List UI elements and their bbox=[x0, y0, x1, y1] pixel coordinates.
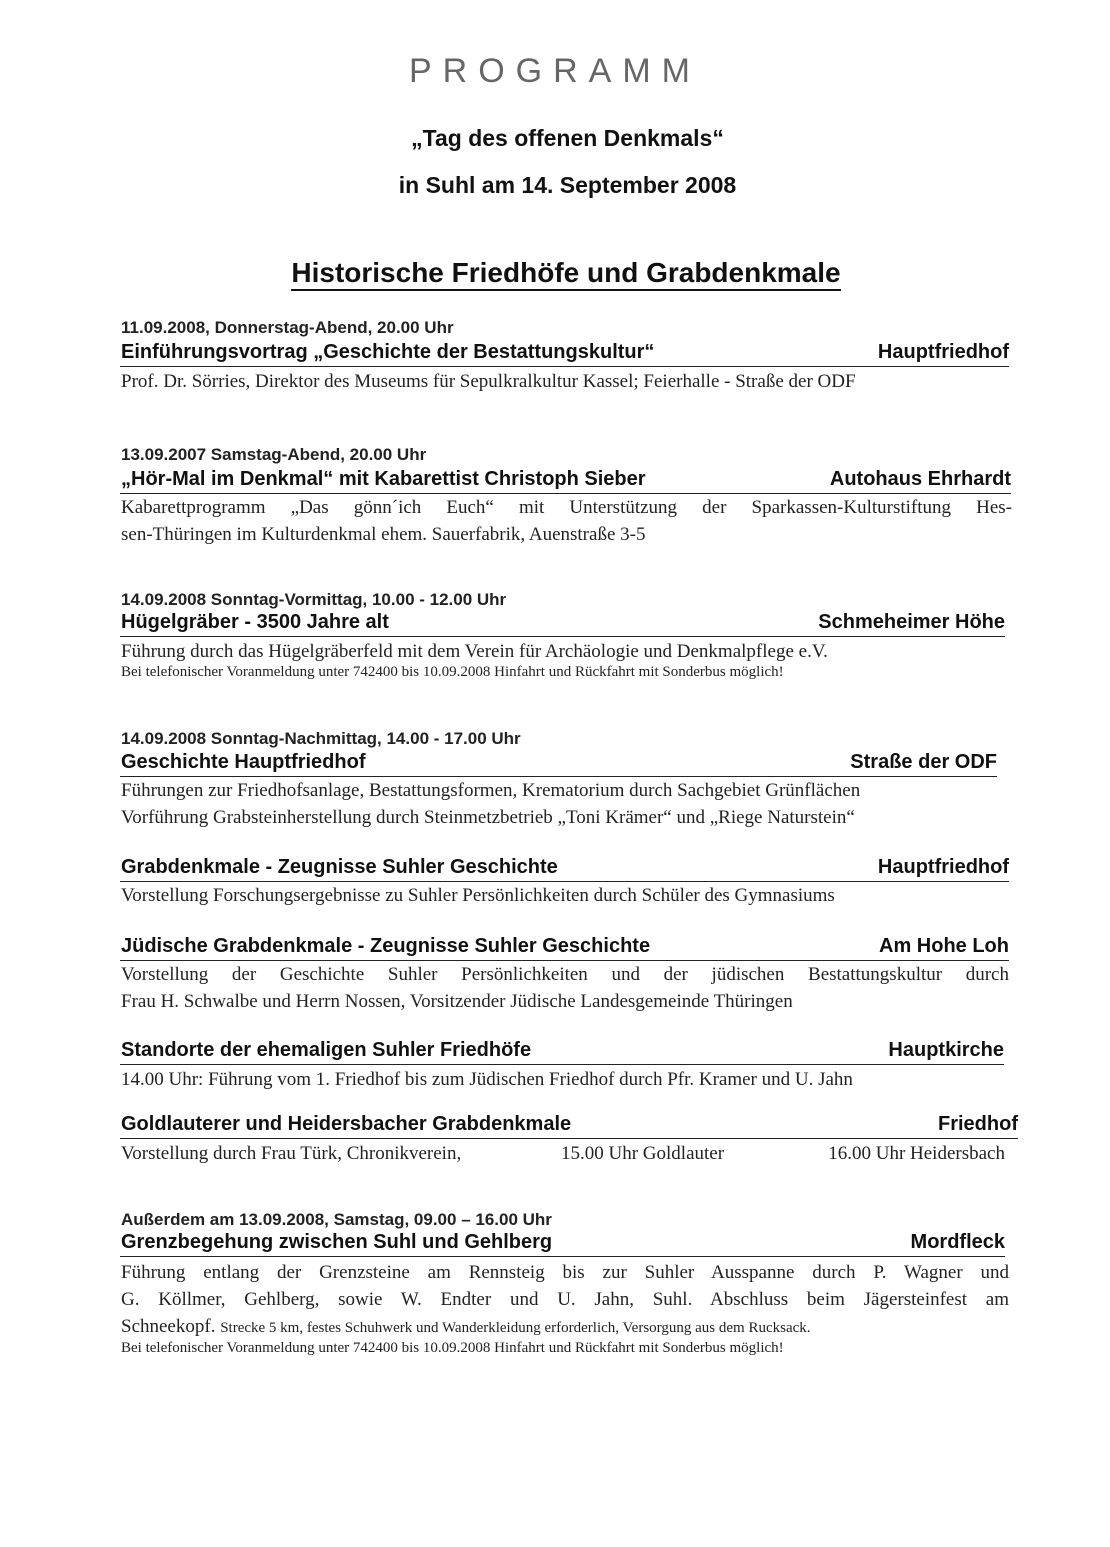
event-date: 14.09.2008 Sonntag-Nachmittag, 14.00 - 17.00 Uhr bbox=[121, 729, 521, 748]
event-title-row bbox=[120, 611, 1005, 637]
event-location: Friedhof bbox=[938, 1113, 1018, 1135]
event-location: Autohaus Ehrhardt bbox=[829, 468, 1011, 490]
event-title-row bbox=[120, 468, 1011, 494]
event-date: 13.09.2007 Samstag-Abend, 20.00 Uhr bbox=[121, 445, 427, 464]
event-description: 14.00 Uhr: Führung vom 1. Friedhof bis zum Jüdischen Friedhof durch Pfr. Kramer und U. Jahn bbox=[121, 1069, 853, 1090]
event-location: Straße der ODF bbox=[850, 751, 997, 773]
event-location: Mordfleck bbox=[910, 1231, 1005, 1253]
event-title-row bbox=[120, 1113, 1018, 1139]
event-location: Hauptkirche bbox=[888, 1039, 1004, 1061]
event-description: Führung durch das Hügelgräberfeld mit dem Verein für Archäologie und Denkmalpflege e.V. Bei telefonischer Voranmeldung unter 742400 bis 10.09.2008 Hinfahrt und Rückfahrt mit Sonderbus möglich! bbox=[121, 638, 1001, 682]
event-subtitle: „Tag des offenen Denkmals“ bbox=[411, 125, 724, 151]
program-heading: PROGRAMM bbox=[409, 52, 701, 90]
event-description: Prof. Dr. Sörries, Direktor des Museums für Sepulkralkultur Kassel; Feierhalle - Straße der ODF bbox=[121, 371, 856, 392]
event-date-location: in Suhl am 14. September 2008 bbox=[398, 172, 737, 198]
event-location: Am Hohe Loh bbox=[879, 935, 1009, 957]
section-heading: Historische Friedhöfe und Grabdenkmale bbox=[0, 257, 1110, 289]
event-title: Jüdische Grabdenkmale - Zeugnisse Suhler Geschichte bbox=[121, 935, 651, 957]
event-description: Vorstellung Forschungsergebnisse zu Suhler Persönlichkeiten durch Schüler des Gymnasiums bbox=[121, 885, 835, 906]
event-date: Außerdem am 13.09.2008, Samstag, 09.00 – 16.00 Uhr bbox=[121, 1210, 552, 1229]
event-title: Geschichte Hauptfriedhof bbox=[121, 751, 366, 773]
event-title-row bbox=[120, 935, 1009, 961]
event-title: Goldlauterer und Heidersbacher Grabdenkmale bbox=[121, 1113, 572, 1135]
event-title: Hügelgräber - 3500 Jahre alt bbox=[121, 611, 389, 633]
event-title-row bbox=[120, 341, 1009, 367]
event-title-row bbox=[120, 1039, 1004, 1065]
event-title-row bbox=[120, 856, 1009, 882]
registration-note: Bei telefonischer Voranmeldung unter 742400 bis 10.09.2008 Hinfahrt und Rückfahrt mit Sonderbus möglich! bbox=[121, 664, 784, 680]
event-date: 14.09.2008 Sonntag-Vormittag, 10.00 - 12.00 Uhr bbox=[121, 590, 507, 609]
event-title-row bbox=[120, 1231, 1005, 1257]
event-title: Standorte der ehemaligen Suhler Friedhöfe bbox=[121, 1039, 532, 1061]
event-description: Führungen zur Friedhofsanlage, Bestattungsformen, Krematorium durch Sachgebiet Grünflächen Vorführung Grabsteinherstellung durch Steinmetzbetrieb „Toni Krämer“ und „Riege Naturstein“ bbox=[121, 780, 861, 828]
event-description: Vorstellung der Geschichte Suhler Persönlichkeiten und der jüdischen Bestattungskultur durch Frau H. Schwalbe und Herrn Nossen, Vorsitzender Jüdische Landesgemeinde Thüringen bbox=[121, 964, 1009, 1012]
event-title: Grenzbegehung zwischen Suhl und Gehlberg bbox=[121, 1231, 553, 1253]
event-location: Hauptfriedhof bbox=[877, 341, 1009, 363]
event-location: Hauptfriedhof bbox=[877, 856, 1009, 878]
event-description: Kabarettprogramm „Das gönn´ich Euch“ mit Unterstützung der Sparkassen-Kulturstiftung Hes- sen-Thüringen im Kulturdenkmal ehem. Sauerfabrik, Auenstraße 3-5 bbox=[121, 497, 1012, 545]
event-title: „Hör-Mal im Denkmal“ mit Kabarettist Christoph Sieber bbox=[121, 468, 646, 490]
event-location: Schmeheimer Höhe bbox=[818, 611, 1005, 633]
event-description: Vorstellung durch Frau Türk, Chronikverein, 15.00 Uhr Goldlauter 16.00 Uhr Heidersbach bbox=[121, 1143, 1005, 1164]
event-date: 11.09.2008, Donnerstag-Abend, 20.00 Uhr bbox=[121, 318, 454, 337]
event-title: Grabdenkmale - Zeugnisse Suhler Geschichte bbox=[121, 856, 558, 878]
event-title: Einführungsvortrag „Geschichte der Bestattungskultur“ bbox=[121, 341, 655, 363]
event-description: Führung entlang der Grenzsteine am Rennsteig bis zur Suhler Ausspanne durch P. Wagner und G. Köllmer, Gehlberg, sowie W. Endter und U. Jahn, Suhl. Abschluss beim Jägersteinfest am Schneekopf. Strecke 5 km, festes Schuhwerk und Wanderkleidung erforderlich, Versorgung aus dem Rucksack. Bei telefonischer Voranmeldung unter 742400 bis 10.09.2008 Hinfahrt und Rückfahrt mit Sonderbus möglich! bbox=[121, 1262, 1009, 1356]
registration-note: Bei telefonischer Voranmeldung unter 742400 bis 10.09.2008 Hinfahrt und Rückfahrt mit Sonderbus möglich! bbox=[121, 1340, 784, 1356]
event-title-row bbox=[120, 751, 997, 777]
